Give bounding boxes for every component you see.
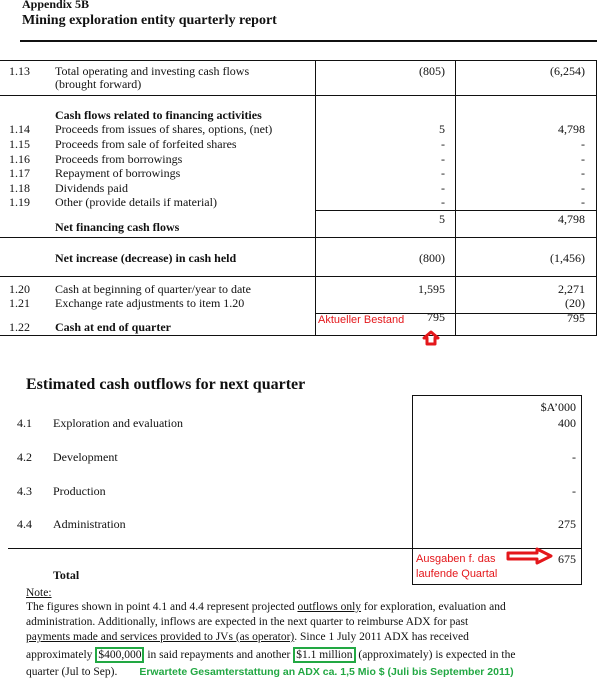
unit-header: $A’000 [540, 400, 576, 414]
note-heading: Note: [26, 587, 52, 599]
row-1-15-number: 1.15 [9, 137, 30, 151]
row-1-18-label: Dividends paid [55, 181, 128, 195]
note-line-4: approximately $400,000 in said repayments and another $1.1 million (approximately) is expected in the [26, 649, 516, 661]
row-1-18-ytd: - [581, 181, 585, 195]
row-1-14-label: Proceeds from issues of shares, options, (net) [55, 122, 273, 136]
header-rule [20, 40, 597, 42]
row-4-1-number: 4.1 [17, 416, 32, 430]
right-arrow-icon [505, 547, 555, 565]
row-1-21-ytd: (20) [565, 296, 585, 310]
row-1-20-ytd: 2,271 [558, 282, 585, 296]
annotation-spending-line1: Ausgaben f. das [416, 553, 496, 565]
green-annotation: Erwartete Gesamterstattung an ADX ca. 1,5 Mio $ (Juli bis September 2011) [139, 666, 514, 678]
annotation-current-balance: Aktueller Bestand [318, 314, 405, 326]
row-1-15-quarter: - [441, 137, 445, 151]
annotation-spending-line2: laufende Quartal [416, 568, 498, 580]
note-line-5: quarter (Jul to Sep). Erwartete Gesamterstattung an ADX ca. 1,5 Mio $ (Juli bis September 2011) [26, 666, 514, 678]
row-1-13-label-cont: (brought forward) [55, 77, 142, 91]
row-1-16-ytd: - [581, 152, 585, 166]
row-1-20-quarter: 1,595 [418, 282, 445, 296]
row-1-14-number: 1.14 [9, 122, 30, 136]
row-4-3-value: - [572, 484, 576, 498]
row-1-16-label: Proceeds from borrowings [55, 152, 183, 166]
row-1-13-quarter: (805) [419, 64, 445, 78]
row-1-22-quarter: 795 [427, 310, 445, 324]
row-1-19-number: 1.19 [9, 195, 30, 209]
row-4-2-number: 4.2 [17, 450, 32, 464]
net-increase-quarter: (800) [419, 251, 445, 265]
row-1-13-number: 1.13 [9, 64, 30, 78]
row-1-22-number: 1.22 [9, 320, 30, 334]
row-1-15-label: Proceeds from sale of forfeited shares [55, 137, 237, 151]
row-1-16-quarter: - [441, 152, 445, 166]
financing-heading: Cash flows related to financing activities [55, 108, 262, 122]
row-1-18-quarter: - [441, 181, 445, 195]
row-4-2-label: Development [53, 450, 118, 464]
appendix-label: Appendix 5B [22, 0, 90, 11]
row-4-1-value: 400 [558, 416, 576, 430]
row-1-18-number: 1.18 [9, 181, 30, 195]
row-1-19-quarter: - [441, 195, 445, 209]
net-financing-label: Net financing cash flows [55, 220, 180, 234]
net-financing-ytd: 4,798 [558, 212, 585, 226]
net-increase-label: Net increase (decrease) in cash held [55, 251, 237, 265]
row-4-4-value: 275 [558, 517, 576, 531]
row-1-22-ytd: 795 [567, 311, 585, 325]
row-1-17-label: Repayment of borrowings [55, 166, 181, 180]
net-increase-ytd: (1,456) [550, 251, 585, 265]
row-1-13-label: Total operating and investing cash flows [55, 64, 250, 78]
row-1-17-ytd: - [581, 166, 585, 180]
note-line-1: The figures shown in point 4.1 and 4.4 represent projected outflows only for exploration, evaluation and [26, 601, 506, 613]
row-1-20-label: Cash at beginning of quarter/year to date [55, 282, 251, 296]
row-1-19-ytd: - [581, 195, 585, 209]
row-1-17-quarter: - [441, 166, 445, 180]
net-financing-quarter: 5 [439, 212, 445, 226]
highlight-400000: $400,000 [95, 647, 144, 663]
note-line-2: administration. Additionally, inflows are expected in the next quarter to reimburse ADX for past [26, 616, 469, 628]
row-1-17-number: 1.17 [9, 166, 30, 180]
highlight-1-1-million: $1.1 million [293, 647, 355, 663]
row-1-21-number: 1.21 [9, 296, 30, 310]
row-1-16-number: 1.16 [9, 152, 30, 166]
estimated-title: Estimated cash outflows for next quarter [26, 376, 306, 393]
row-1-19-label: Other (provide details if material) [55, 195, 217, 209]
row-4-3-number: 4.3 [17, 484, 32, 498]
total-value: 675 [558, 552, 576, 566]
row-1-15-ytd: - [581, 137, 585, 151]
row-1-20-number: 1.20 [9, 282, 30, 296]
row-1-13-ytd: (6,254) [550, 64, 585, 78]
row-1-14-quarter: 5 [439, 122, 445, 136]
row-1-22-label: Cash at end of quarter [55, 320, 171, 334]
row-4-1-label: Exploration and evaluation [53, 416, 183, 430]
row-1-21-label: Exchange rate adjustments to item 1.20 [55, 296, 245, 310]
row-4-4-number: 4.4 [17, 517, 32, 531]
row-4-4-label: Administration [53, 517, 126, 531]
report-title: Mining exploration entity quarterly report [22, 13, 277, 28]
row-1-14-ytd: 4,798 [558, 122, 585, 136]
total-label: Total [53, 568, 80, 582]
row-4-3-label: Production [53, 484, 106, 498]
row-4-2-value: - [572, 450, 576, 464]
note-line-3: payments made and services provided to JVs (as operator). Since 1 July 2011 ADX has received [26, 631, 469, 643]
up-arrow-icon [416, 330, 446, 346]
